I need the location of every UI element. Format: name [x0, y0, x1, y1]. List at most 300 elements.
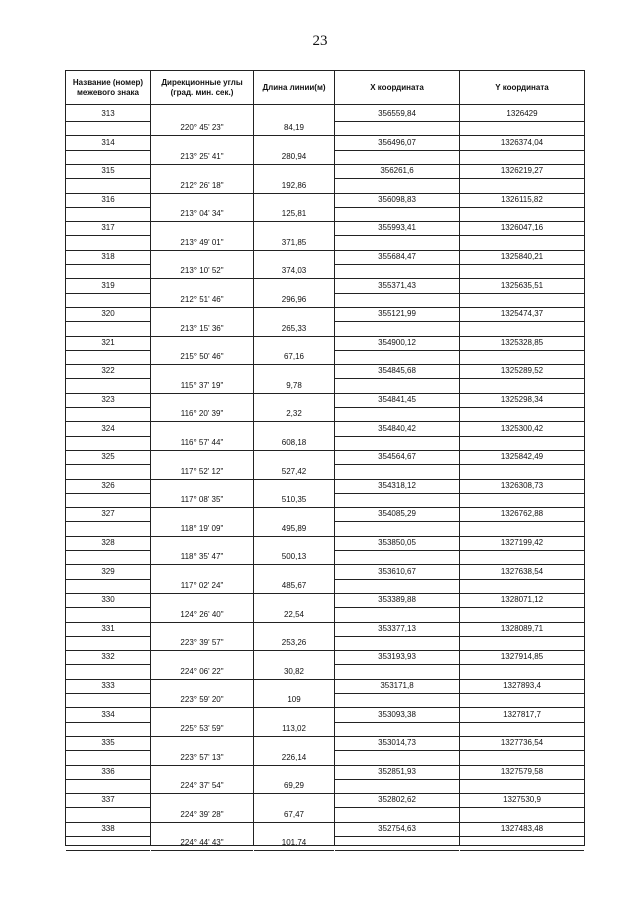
- row-divider: [66, 178, 150, 179]
- x-coordinate: 356559,84: [378, 109, 416, 118]
- x-coordinate: 353610,67: [378, 566, 416, 576]
- direction-angle: 213° 25' 41": [180, 151, 224, 161]
- row-divider: [460, 293, 584, 294]
- row-divider: [66, 822, 150, 823]
- row-divider: [66, 750, 150, 751]
- row-divider: [254, 679, 334, 680]
- direction-angle: 224° 06' 22": [180, 666, 224, 676]
- point-name: 328: [101, 538, 115, 547]
- row-divider: [66, 479, 150, 480]
- x-coordinate: 354085,29: [378, 509, 416, 519]
- row-divider: [66, 636, 150, 637]
- x-coordinate: 355684,47: [378, 252, 416, 261]
- line-length: 109: [287, 695, 301, 705]
- x-coordinate: 353389,88: [378, 595, 416, 605]
- row-divider: [66, 364, 150, 365]
- row-divider: [460, 364, 584, 365]
- y-coordinate: 1327817,7: [503, 709, 541, 719]
- row-divider: [66, 593, 150, 594]
- row-divider: [335, 636, 459, 637]
- row-divider: [151, 736, 253, 737]
- x-coordinate: 354841,45: [378, 395, 416, 404]
- row-divider: [151, 850, 253, 851]
- row-divider: [151, 679, 253, 680]
- line-length: 113,02: [282, 723, 306, 733]
- point-name: 323: [101, 395, 115, 404]
- x-coordinate: 352851,93: [378, 766, 416, 776]
- point-name: 320: [101, 309, 115, 319]
- y-coordinate: 1326047,16: [500, 223, 544, 233]
- row-divider: [460, 450, 584, 451]
- row-divider: [335, 364, 459, 365]
- row-divider: [460, 178, 584, 179]
- row-divider: [335, 178, 459, 179]
- header-name: Название (номер) межевого знака: [72, 77, 144, 97]
- point-name: 324: [101, 423, 115, 433]
- row-divider: [254, 793, 334, 794]
- y-coordinate: 1327530,9: [503, 795, 541, 805]
- row-divider: [335, 593, 459, 594]
- row-divider: [460, 464, 584, 465]
- y-coordinate: 1325328,85: [500, 337, 544, 347]
- line-length: 69,29: [283, 781, 305, 791]
- row-divider: [66, 464, 150, 465]
- direction-angle: 118° 19' 09": [180, 523, 224, 533]
- row-divider: [254, 707, 334, 708]
- row-divider: [335, 722, 459, 723]
- line-length: 84,19: [283, 123, 305, 133]
- row-divider: [335, 450, 459, 451]
- point-name: 321: [101, 337, 115, 347]
- row-divider: [254, 135, 334, 136]
- row-divider: [66, 150, 150, 151]
- row-divider: [460, 378, 584, 379]
- y-coordinate: 1327736,54: [500, 738, 544, 748]
- line-length: 101,74: [281, 838, 307, 848]
- row-divider: [66, 493, 150, 494]
- y-coordinate: 1325840,21: [500, 252, 544, 261]
- x-coordinate: 354845,68: [378, 366, 416, 376]
- row-divider: [335, 579, 459, 580]
- point-name: 331: [101, 623, 115, 633]
- row-divider: [66, 507, 150, 508]
- row-divider: [66, 579, 150, 580]
- row-divider: [335, 336, 459, 337]
- row-divider: [335, 622, 459, 623]
- row-divider: [66, 765, 150, 766]
- row-divider: [335, 693, 459, 694]
- x-coordinate: 356261,6: [380, 166, 414, 176]
- row-divider: [151, 593, 253, 594]
- row-divider: [335, 850, 459, 851]
- point-name: 319: [101, 280, 115, 290]
- row-divider: [151, 765, 253, 766]
- line-length: 226,14: [281, 752, 307, 762]
- x-coordinate: 353193,93: [378, 652, 416, 662]
- row-divider: [66, 722, 150, 723]
- point-name: 318: [101, 252, 115, 261]
- row-divider: [66, 850, 150, 851]
- row-divider: [66, 679, 150, 680]
- row-divider: [335, 278, 459, 279]
- row-divider: [335, 793, 459, 794]
- row-divider: [460, 479, 584, 480]
- point-name: 334: [101, 709, 115, 719]
- row-divider: [460, 636, 584, 637]
- direction-angle: 124° 26' 40": [180, 609, 224, 619]
- row-divider: [66, 378, 150, 379]
- row-divider: [254, 193, 334, 194]
- row-divider: [335, 736, 459, 737]
- row-divider: [460, 850, 584, 851]
- line-length: 608,18: [281, 437, 307, 447]
- row-divider: [254, 593, 334, 594]
- row-divider: [66, 407, 150, 408]
- point-name: 326: [101, 480, 115, 490]
- row-divider: [254, 221, 334, 222]
- direction-angle: 224° 37' 54": [180, 781, 224, 791]
- row-divider: [335, 321, 459, 322]
- line-length: 371,85: [281, 237, 307, 247]
- line-length: 67,47: [283, 809, 305, 819]
- row-divider: [460, 407, 584, 408]
- point-name: 332: [101, 652, 115, 662]
- line-length: 67,16: [283, 352, 305, 362]
- row-divider: [66, 221, 150, 222]
- row-divider: [335, 378, 459, 379]
- x-coordinate: 353850,05: [378, 538, 416, 547]
- direction-angle: 225° 53' 59": [180, 723, 224, 733]
- direction-angle: 115° 37' 19": [180, 380, 224, 390]
- point-name: 313: [101, 109, 115, 118]
- point-name: 337: [101, 795, 115, 805]
- row-divider: [335, 150, 459, 151]
- point-name: 329: [101, 566, 115, 576]
- row-divider: [66, 336, 150, 337]
- row-divider: [254, 650, 334, 651]
- row-divider: [254, 736, 334, 737]
- x-coordinate: 353093,38: [378, 709, 416, 719]
- row-divider: [460, 707, 584, 708]
- row-divider: [460, 750, 584, 751]
- line-length: 510,35: [281, 495, 307, 505]
- row-divider: [460, 393, 584, 394]
- row-divider: [335, 536, 459, 537]
- row-divider: [151, 650, 253, 651]
- row-divider: [460, 207, 584, 208]
- line-length: 30,82: [283, 666, 305, 676]
- line-length: 2,32: [286, 409, 302, 419]
- row-divider: [151, 278, 253, 279]
- row-divider: [335, 550, 459, 551]
- x-coordinate: 356496,07: [378, 137, 416, 147]
- point-name: 316: [101, 194, 115, 204]
- direction-angle: 116° 20' 39": [180, 409, 224, 419]
- row-divider: [335, 664, 459, 665]
- x-coordinate: 354840,42: [378, 423, 416, 433]
- point-name: 338: [101, 824, 115, 833]
- line-length: 495,89: [281, 523, 307, 533]
- line-length: 125,81: [281, 209, 307, 219]
- line-length: 9,78: [286, 380, 302, 390]
- row-divider: [335, 679, 459, 680]
- row-divider: [335, 135, 459, 136]
- direction-angle: 116° 57' 44": [180, 437, 224, 447]
- row-divider: [151, 822, 253, 823]
- row-divider: [151, 250, 253, 251]
- x-coordinate: 355371,43: [378, 280, 416, 290]
- row-divider: [335, 479, 459, 480]
- row-divider: [460, 650, 584, 651]
- row-divider: [335, 836, 459, 837]
- row-divider: [335, 307, 459, 308]
- page-number: 23: [312, 33, 328, 49]
- line-length: 22,54: [283, 609, 305, 619]
- row-divider: [254, 622, 334, 623]
- y-coordinate: 1325289,52: [500, 366, 544, 376]
- row-divider: [151, 622, 253, 623]
- y-coordinate: 1326374,04: [500, 137, 544, 147]
- row-divider: [66, 121, 150, 122]
- row-divider: [460, 736, 584, 737]
- row-divider: [335, 765, 459, 766]
- line-length: 485,67: [281, 580, 307, 590]
- direction-angle: 223° 39' 57": [180, 638, 224, 648]
- y-coordinate: 1327638,54: [500, 566, 544, 576]
- row-divider: [460, 421, 584, 422]
- point-name: 315: [101, 166, 115, 176]
- row-divider: [66, 807, 150, 808]
- row-divider: [254, 336, 334, 337]
- row-divider: [66, 736, 150, 737]
- row-divider: [66, 693, 150, 694]
- row-divider: [460, 807, 584, 808]
- row-divider: [460, 564, 584, 565]
- line-length: 527,42: [281, 466, 307, 476]
- row-divider: [151, 193, 253, 194]
- row-divider: [460, 521, 584, 522]
- row-divider: [66, 664, 150, 665]
- y-coordinate: 1326429: [506, 109, 538, 118]
- y-coordinate: 1326219,27: [500, 166, 544, 176]
- line-length: 280,94: [281, 151, 307, 161]
- row-divider: [151, 479, 253, 480]
- y-coordinate: 1327914,85: [500, 652, 544, 662]
- row-divider: [151, 307, 253, 308]
- x-coordinate: 353014,73: [378, 738, 416, 748]
- row-divider: [460, 550, 584, 551]
- y-coordinate: 1326115,82: [501, 194, 543, 204]
- row-divider: [335, 507, 459, 508]
- row-divider: [66, 564, 150, 565]
- row-divider: [335, 393, 459, 394]
- row-divider: [460, 436, 584, 437]
- x-coordinate: 353171,8: [380, 681, 414, 690]
- row-divider: [254, 564, 334, 565]
- row-divider: [254, 250, 334, 251]
- y-coordinate: 1326762,88: [500, 509, 544, 519]
- row-divider: [335, 436, 459, 437]
- row-divider: [335, 807, 459, 808]
- row-divider: [66, 707, 150, 708]
- header-x: X координата: [370, 82, 424, 92]
- header-y: Y координата: [495, 82, 549, 92]
- row-divider: [335, 822, 459, 823]
- line-length: 500,13: [281, 552, 307, 562]
- direction-angle: 223° 57' 13": [180, 752, 224, 762]
- direction-angle: 224° 44' 43": [180, 838, 224, 848]
- direction-angle: 223° 59' 20": [180, 695, 224, 705]
- row-divider: [460, 722, 584, 723]
- row-divider: [335, 293, 459, 294]
- x-coordinate: 353377,13: [378, 623, 416, 633]
- row-divider: [335, 779, 459, 780]
- direction-angle: 212° 51' 46": [180, 294, 224, 304]
- point-name: 336: [101, 766, 115, 776]
- direction-angle: 117° 52' 12": [180, 466, 224, 476]
- line-length: 296,96: [281, 294, 307, 304]
- row-divider: [66, 264, 150, 265]
- row-divider: [66, 607, 150, 608]
- x-coordinate: 354318,12: [378, 480, 416, 490]
- row-divider: [151, 536, 253, 537]
- row-divider: [66, 135, 150, 136]
- row-divider: [335, 264, 459, 265]
- point-name: 333: [101, 681, 115, 690]
- row-divider: [254, 536, 334, 537]
- row-divider: [460, 607, 584, 608]
- row-divider: [460, 679, 584, 680]
- row-divider: [66, 450, 150, 451]
- point-name: 317: [101, 223, 115, 233]
- row-divider: [335, 250, 459, 251]
- row-divider: [335, 407, 459, 408]
- row-divider: [460, 593, 584, 594]
- row-divider: [460, 493, 584, 494]
- row-divider: [460, 235, 584, 236]
- row-divider: [460, 793, 584, 794]
- row-divider: [66, 421, 150, 422]
- coordinates-table: [65, 70, 585, 846]
- row-divider: [254, 307, 334, 308]
- row-divider: [66, 293, 150, 294]
- row-divider: [151, 707, 253, 708]
- row-divider: [151, 364, 253, 365]
- row-divider: [460, 836, 584, 837]
- row-divider: [335, 350, 459, 351]
- row-divider: [460, 822, 584, 823]
- row-divider: [460, 264, 584, 265]
- x-coordinate: 352754,63: [378, 824, 416, 833]
- row-divider: [66, 521, 150, 522]
- row-divider: [66, 235, 150, 236]
- line-length: 374,03: [281, 266, 307, 276]
- y-coordinate: 1325635,51: [500, 280, 544, 290]
- row-divider: [335, 750, 459, 751]
- row-divider: [335, 464, 459, 465]
- row-divider: [460, 193, 584, 194]
- direction-angle: 213° 49' 01": [180, 237, 224, 247]
- y-coordinate: 1328089,71: [500, 623, 544, 633]
- x-coordinate: 352802,62: [378, 795, 416, 805]
- row-divider: [66, 650, 150, 651]
- row-divider: [460, 622, 584, 623]
- row-divider: [151, 450, 253, 451]
- row-divider: [460, 536, 584, 537]
- row-divider: [254, 450, 334, 451]
- point-name: 325: [101, 452, 115, 462]
- row-divider: [66, 164, 150, 165]
- y-coordinate: 1328071,12: [500, 595, 544, 605]
- y-coordinate: 1327579,58: [500, 766, 544, 776]
- row-divider: [254, 479, 334, 480]
- row-divider: [460, 307, 584, 308]
- row-divider: [335, 121, 459, 122]
- row-divider: [460, 135, 584, 136]
- row-divider: [66, 436, 150, 437]
- direction-angle: 213° 04' 34": [180, 209, 224, 219]
- row-divider: [460, 779, 584, 780]
- row-divider: [460, 150, 584, 151]
- y-coordinate: 1325842,49: [500, 452, 544, 462]
- point-name: 327: [101, 509, 115, 519]
- row-divider: [460, 693, 584, 694]
- row-divider: [66, 321, 150, 322]
- row-divider: [335, 493, 459, 494]
- row-divider: [66, 207, 150, 208]
- y-coordinate: 1326308,73: [500, 480, 544, 490]
- row-divider: [460, 765, 584, 766]
- row-divider: [254, 507, 334, 508]
- row-divider: [254, 822, 334, 823]
- line-length: 192,86: [281, 180, 307, 190]
- row-divider: [335, 521, 459, 522]
- row-divider: [335, 221, 459, 222]
- header-length: Длина линии(м): [262, 82, 326, 92]
- row-divider: [335, 607, 459, 608]
- row-divider: [66, 350, 150, 351]
- point-name: 314: [101, 137, 115, 147]
- direction-angle: 212° 26' 18": [180, 180, 224, 190]
- row-divider: [335, 650, 459, 651]
- row-divider: [66, 307, 150, 308]
- x-coordinate: 354564,67: [378, 452, 416, 462]
- row-divider: [460, 164, 584, 165]
- row-divider: [335, 707, 459, 708]
- direction-angle: 220° 45' 23": [180, 123, 224, 133]
- point-name: 335: [101, 738, 115, 748]
- row-divider: [151, 393, 253, 394]
- row-divider: [460, 664, 584, 665]
- row-divider: [335, 421, 459, 422]
- row-divider: [151, 135, 253, 136]
- row-divider: [335, 164, 459, 165]
- row-divider: [254, 765, 334, 766]
- y-coordinate: 1327483,48: [500, 824, 544, 833]
- row-divider: [460, 250, 584, 251]
- header-angle: Дирекционные углы (град. мин. сек.): [161, 77, 243, 97]
- row-divider: [460, 121, 584, 122]
- row-divider: [66, 779, 150, 780]
- direction-angle: 117° 08' 35": [180, 495, 224, 505]
- row-divider: [66, 793, 150, 794]
- row-divider: [66, 278, 150, 279]
- row-divider: [335, 207, 459, 208]
- row-divider: [254, 850, 334, 851]
- row-divider: [460, 350, 584, 351]
- x-coordinate: 354900,12: [378, 337, 416, 347]
- row-divider: [151, 221, 253, 222]
